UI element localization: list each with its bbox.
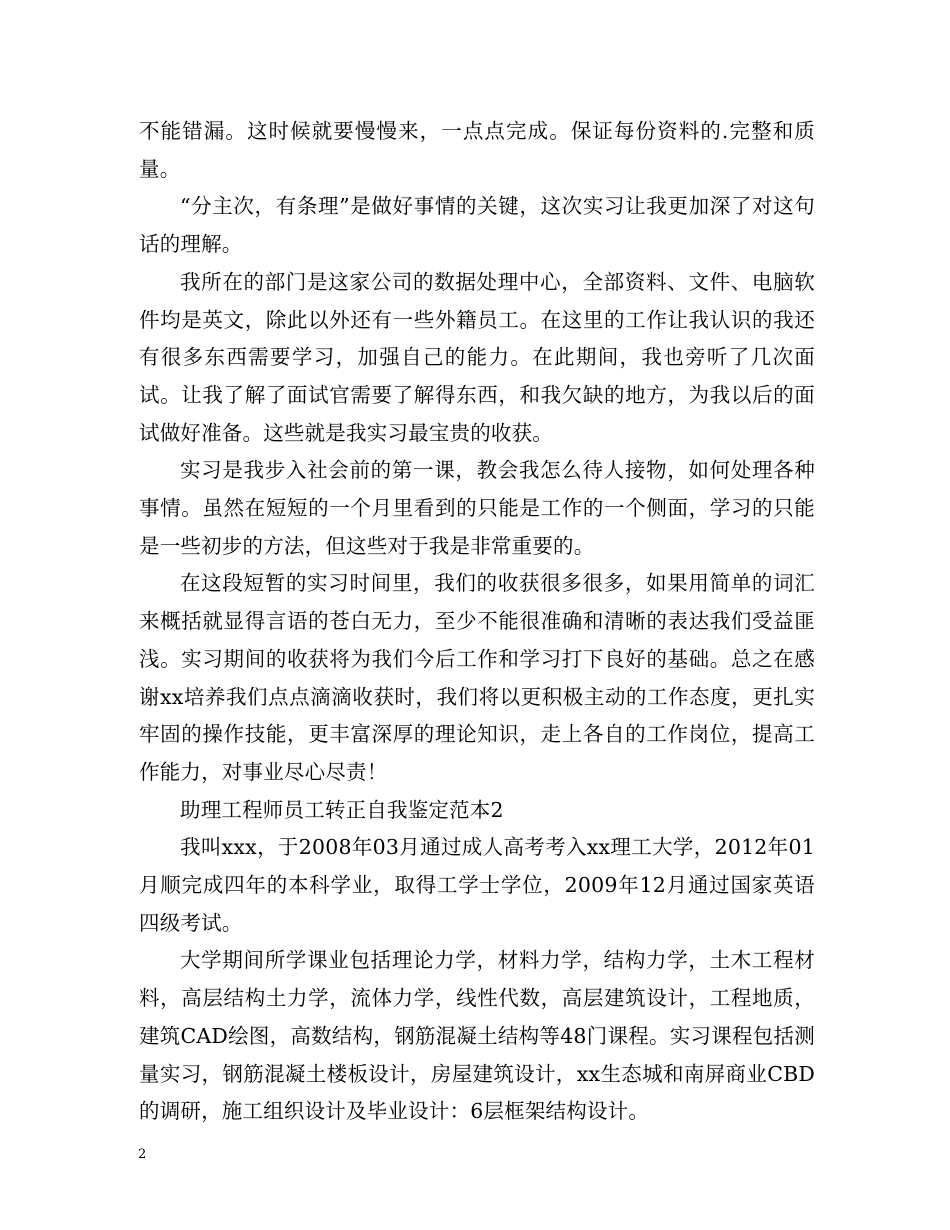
section-heading: 助理工程师员工转正自我鉴定范本2 xyxy=(180,797,504,822)
paragraph: 大学期间所学课业包括理论力学，材料力学，结构力学，土木工程材料，高层结构土力学，流体力学，线性代数，高层建筑设计，工程地质，建筑CAD绘图，高数结构，钢筋混凝土结构等48门课程。实习课程包括测量实习，钢筋混凝土楼板设计，房屋建筑设计，xx生态城和南屏商业CBD的调研，施工组织设计及毕业设计：6层框架结构设计。 xyxy=(139,948,815,1124)
paragraph: 我所在的部门是这家公司的数据处理中心，全部资料、文件、电脑软件均是英文，除此以外还有一些外籍员工。在这里的工作让我认识的我还有很多东西需要学习，加强自己的能力。在此期间，我也旁听了几次面试。让我了解了面试官需要了解得东西，和我欠缺的地方，为我以后的面试做好准备。这些就是我实习最宝贵的收获。 xyxy=(139,269,815,445)
paragraph: 在这段短暂的实习时间里，我们的收获很多很多，如果用简单的词汇来概括就显得言语的苍白无力，至少不能很准确和清晰的表达我们受益匪浅。实习期间的收获将为我们今后工作和学习打下良好的基础。总之在感谢xx培养我们点点滴滴收获时，我们将以更积极主动的工作态度，更扎实牢固的操作技能，更丰富深厚的理论知识，走上各自的工作岗位，提高工作能力，对事业尽心尽责！ xyxy=(139,571,815,784)
paragraph: 我叫xxx，于2008年03月通过成人高考考入xx理工大学，2012年01月顺完成四年的本科学业，取得工学士学位，2009年12月通过国家英语四级考试。 xyxy=(139,835,815,935)
page-number: 2 xyxy=(138,1147,147,1162)
document-body xyxy=(139,113,815,1131)
paragraph: “分主次，有条理”是做好事情的关键，这次实习让我更加深了对这句话的理解。 xyxy=(139,194,815,257)
paragraph: 实习是我步入社会前的第一课，教会我怎么待人接物，如何处理各种事情。虽然在短短的一个月里看到的只能是工作的一个侧面，学习的只能是一些初步的方法，但这些对于我是非常重要的。 xyxy=(139,458,815,558)
paragraph: 不能错漏。这时候就要慢慢来，一点点完成。保证每份资料的.完整和质量。 xyxy=(139,119,815,181)
